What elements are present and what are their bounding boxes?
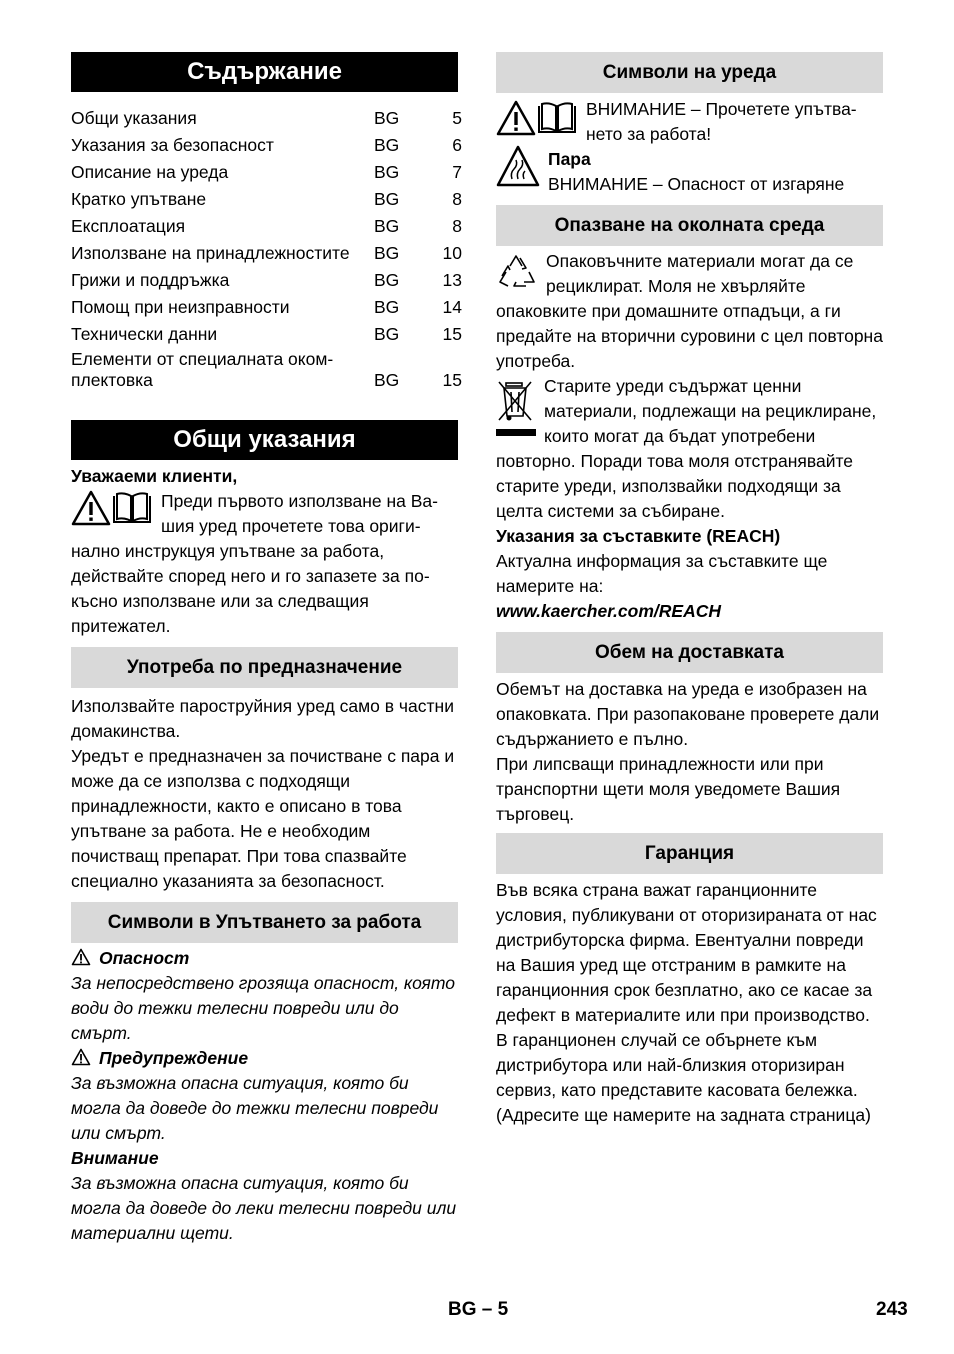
read-manual-symbol [496,97,883,147]
toc-page: 8 [452,216,462,236]
reach-text: Актуална информация за съставките ще намерите на: [496,551,828,596]
steam-label: Пара [548,149,591,169]
toc-row[interactable] [71,106,462,131]
recycle-icon [496,252,538,292]
toc-lang: BG [374,162,400,182]
reach-url-link[interactable]: www.kaercher.com/REACH [496,601,721,621]
toc-title: Технически данни [71,324,218,344]
toc-lang: BG [374,297,400,317]
left-column [71,52,462,1246]
reach-label: Указания за съставките (REACH) [496,526,781,546]
toc-row[interactable] [71,241,462,266]
toc-row[interactable] [71,268,462,293]
toc-row[interactable] [71,295,462,320]
footer-section: BG – 5 [448,1299,509,1320]
toc-row[interactable] [71,349,462,391]
manual-book-icon [536,100,578,136]
footer-page-number: 243 [876,1299,908,1320]
warning-triangle-icon [71,490,111,526]
caution-text: За възможна опасна ситуация, която би могла да доведе до леки телесни повреди или материални щети. [71,1173,457,1243]
toc-lang: BG [374,324,400,344]
toc-page: 6 [452,135,462,155]
toc-lang: BG [374,108,400,128]
toc-lang: BG [374,270,400,290]
toc-page: 15 [442,370,462,390]
right-column [496,52,883,1128]
toc-title: Кратко упътване [71,189,207,209]
warning-label: Предупреждение [99,1048,249,1068]
environment-heading: Опазване на околната среда [496,205,883,246]
general-intro [71,489,458,639]
toc-page: 13 [442,270,462,290]
toc-row[interactable] [71,214,462,239]
intended-use-heading: Употреба по предназначение [71,647,458,688]
read-line1: ВНИМАНИЕ – Прочетете упътва- [586,99,857,119]
toc-page: 7 [452,162,462,182]
delivery-p2: При липсващи принадлежности или при транспортни щети моля уведомете Вашия търговец. [496,754,841,824]
danger-block [71,946,458,1046]
toc-title: Грижи и поддръжка [71,270,230,290]
intro-line1: Преди първото използване на Ва- [161,491,438,511]
toc-lang: BG [374,216,400,236]
weee-block [496,374,883,524]
danger-label: Опасност [99,948,190,968]
table-of-contents [71,106,462,391]
warranty-heading: Гаранция [496,833,883,874]
toc-row[interactable] [71,160,462,185]
toc-page: 8 [452,189,462,209]
recycle-block [496,249,883,374]
toc-heading: Съдържание [71,52,458,92]
weee-icon-wrap [496,376,536,442]
toc-lang: BG [374,189,400,209]
hot-steam-triangle-icon [496,145,540,187]
toc-page: 10 [442,243,462,263]
manual-symbols-heading: Символи в Упътването за работа [71,902,458,943]
delivery-p1: Обемът на доставка на уреда е изобразен на опаковката. При разопаковане проверете дали съдържанието е пълно. [496,679,880,749]
toc-title: Експлоатация [71,216,186,236]
delivery-heading: Обем на доставката [496,632,883,673]
recycle-icon-wrap [496,252,538,292]
toc-lang: BG [374,135,400,155]
greeting: Уважаеми клиенти, [71,466,238,486]
manual-book-icon [111,490,153,526]
toc-page: 5 [452,108,462,128]
warning-triangle-icon [71,1048,91,1066]
warning-text: За възможна опасна ситуация, която би могла да доведе до тежки телесни повреди или смърт. [71,1073,439,1143]
intro-line2: шия уред прочетете това ориги- [161,516,421,536]
warranty-text: Във всяка страна важат гаранционните условия, публикувани от оторизираната от нас дистрибуторска фирма. Евентуални повреди на Вашия уред ще отстраним в рамките на гаранционния срок безплатно, ако се касае за дефект в материалите или при производство. В гаранционен случай се обърнете към дистрибутора или най-близкия оторизиран сервиз, като представите касовата бележка. (Адресите ще намерите на задната страница) [496,880,877,1125]
toc-row[interactable] [71,133,462,158]
toc-title: Помощ при неизправности [71,297,290,317]
toc-title: Описание на уреда [71,162,229,182]
crossed-bin-icon [496,376,536,442]
toc-row[interactable] [71,322,462,347]
toc-title-line2: плектовка [71,370,153,390]
toc-page: 15 [442,324,462,344]
toc-lang: BG [374,370,400,390]
warning-block [71,1046,458,1146]
toc-title: Общи указания [71,108,197,128]
danger-text: За непосредствено грозяща опасност, която води до тежки телесни повреди или до смърт. [71,973,455,1043]
recycle-text: Опаковъчните материали могат да се рециклират. Моля не хвърляйте опаковките при домашните отпадъци, а ги предайте на вторични суровини с цел повторна употреба. [496,251,883,371]
toc-row[interactable] [71,187,462,212]
read-manual-icons [496,100,578,136]
intended-use-p1: Използвайте пароструйния уред само в частни домакинства. [71,696,454,741]
toc-lang: BG [374,243,400,263]
warning-triangle-icon [71,948,91,966]
steam-text: ВНИМАНИЕ – Опасност от изгаряне [548,174,845,194]
weee-text: Старите уреди съдържат ценни материали, подлежащи на рециклиране, които могат да бъдат употребени повторно. Поради това моля отстранявайте старите уреди, използвайки подходящи за целта системи за събиране. [496,376,877,521]
steam-symbol [496,147,883,197]
caution-label: Внимание [71,1148,159,1168]
toc-title: Използване на принадлежностите [71,243,350,263]
device-symbols-heading: Символи на уреда [496,52,883,93]
toc-page: 14 [442,297,462,317]
toc-title: Указания за безопасност [71,135,274,155]
general-heading: Общи указания [71,420,458,460]
warning-triangle-icon [496,100,536,136]
intro-rest: нално инструкцуя упътване за работа, действайте според него и го запазете за по-късно използване или за следващия притежател. [71,541,430,636]
steam-icon-wrap [496,145,540,187]
caution-block [71,1146,458,1246]
intended-use-p2: Уредът е предназначен за почистване с пара и може да се използва с подходящи принадлежности, както е описано в това упътване за работа. Не е необходим почистващ препарат. При това спазвайте специално указанията за безопасност. [71,746,455,891]
read-line2: нето за работа! [586,124,712,144]
toc-title-multiline [71,349,374,391]
toc-title-line1: Елементи от специалната оком- [71,349,334,369]
read-manual-icons [71,490,153,526]
